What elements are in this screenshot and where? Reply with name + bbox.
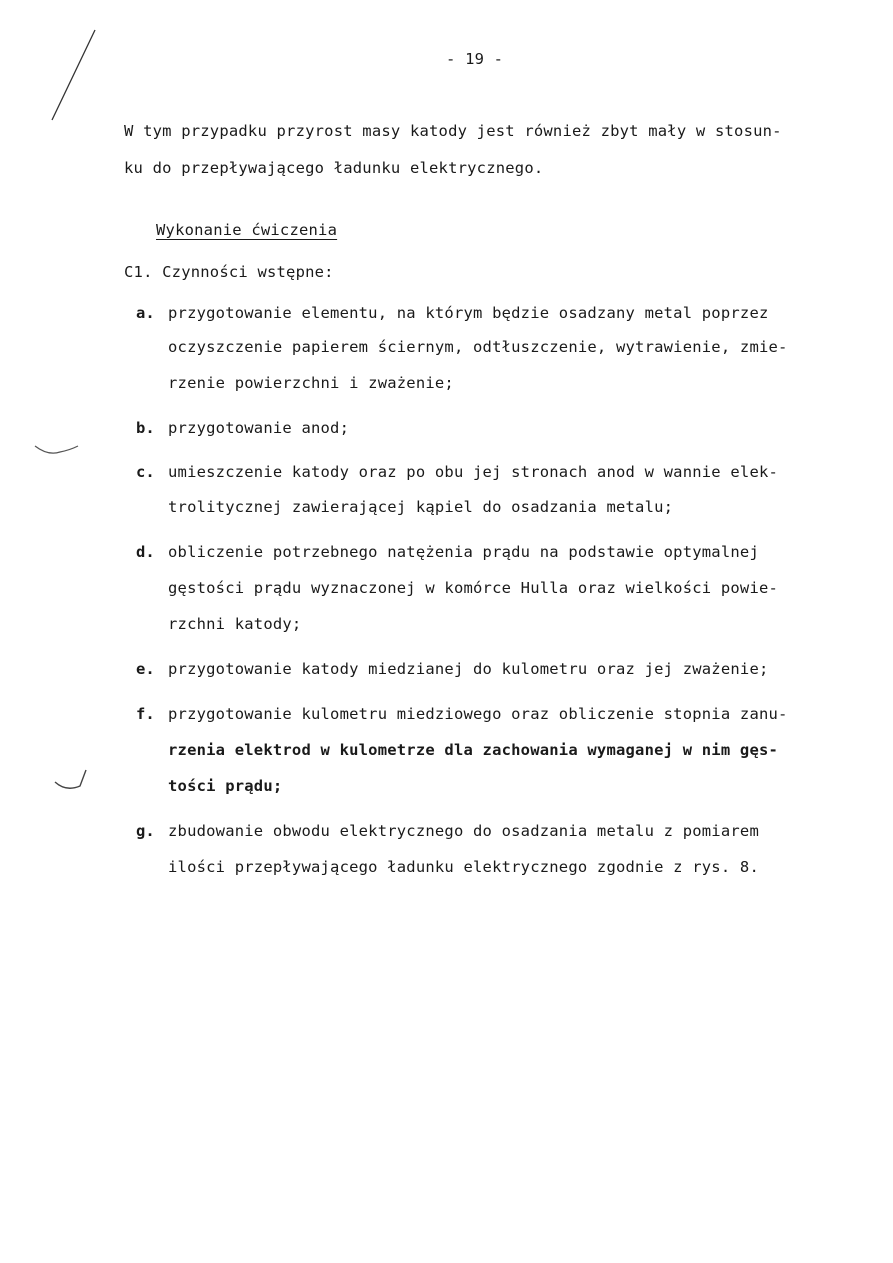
- item-e-line-1: przygotowanie katody miedzianej do kulometru oraz jej zważenie;: [168, 660, 769, 678]
- item-letter-g: g.: [136, 822, 155, 840]
- item-d-line-2: gęstości prądu wyznaczonej w komórce Hulla oraz wielkości powie-: [168, 579, 779, 597]
- pen-stroke-mark: [52, 30, 95, 120]
- item-letter-c: c.: [136, 463, 155, 481]
- item-a-line-1: przygotowanie elementu, na którym będzie osadzany metal poprzez: [168, 304, 769, 322]
- section-heading: Wykonanie ćwiczenia: [156, 221, 338, 239]
- intro-line-1: W tym przypadku przyrost masy katody jest również zbyt mały w stosun-: [124, 122, 782, 140]
- item-c-line-1: umieszczenie katody oraz po obu jej stronach anod w wannie elek-: [168, 463, 779, 481]
- item-letter-d: d.: [136, 543, 155, 561]
- item-g-line-2: ilości przepływającego ładunku elektrycznego zgodnie z rys. 8.: [168, 858, 759, 876]
- tick-mark: [35, 446, 78, 453]
- item-letter-a: a.: [136, 304, 155, 322]
- item-d-line-1: obliczenie potrzebnego natężenia prądu na podstawie optymalnej: [168, 543, 759, 561]
- item-c-line-2: trolitycznej zawierającej kąpiel do osadzania metalu;: [168, 498, 674, 516]
- item-letter-e: e.: [136, 660, 155, 678]
- item-a-line-3: rzenie powierzchni i zważenie;: [168, 374, 454, 392]
- item-f-line-1: przygotowanie kulometru miedziowego oraz obliczenie stopnia zanu-: [168, 705, 788, 723]
- section-label: C1. Czynności wstępne:: [124, 263, 334, 281]
- intro-line-2: ku do przepływającego ładunku elektrycznego.: [124, 159, 544, 177]
- item-letter-f: f.: [136, 705, 155, 723]
- item-g-line-1: zbudowanie obwodu elektrycznego do osadzania metalu z pomiarem: [168, 822, 759, 840]
- page-number: - 19 -: [446, 50, 504, 68]
- item-d-line-3: rzchni katody;: [168, 615, 302, 633]
- item-letter-b: b.: [136, 419, 155, 437]
- check-mark: [55, 770, 86, 788]
- item-a-line-2: oczyszczenie papierem ściernym, odtłuszczenie, wytrawienie, zmie-: [168, 338, 788, 356]
- item-b-line-1: przygotowanie anod;: [168, 419, 350, 437]
- item-f-line-2: rzenia elektrod w kulometrze dla zachowania wymaganej w nim gęs-: [168, 741, 779, 759]
- item-f-line-3: tości prądu;: [168, 777, 283, 795]
